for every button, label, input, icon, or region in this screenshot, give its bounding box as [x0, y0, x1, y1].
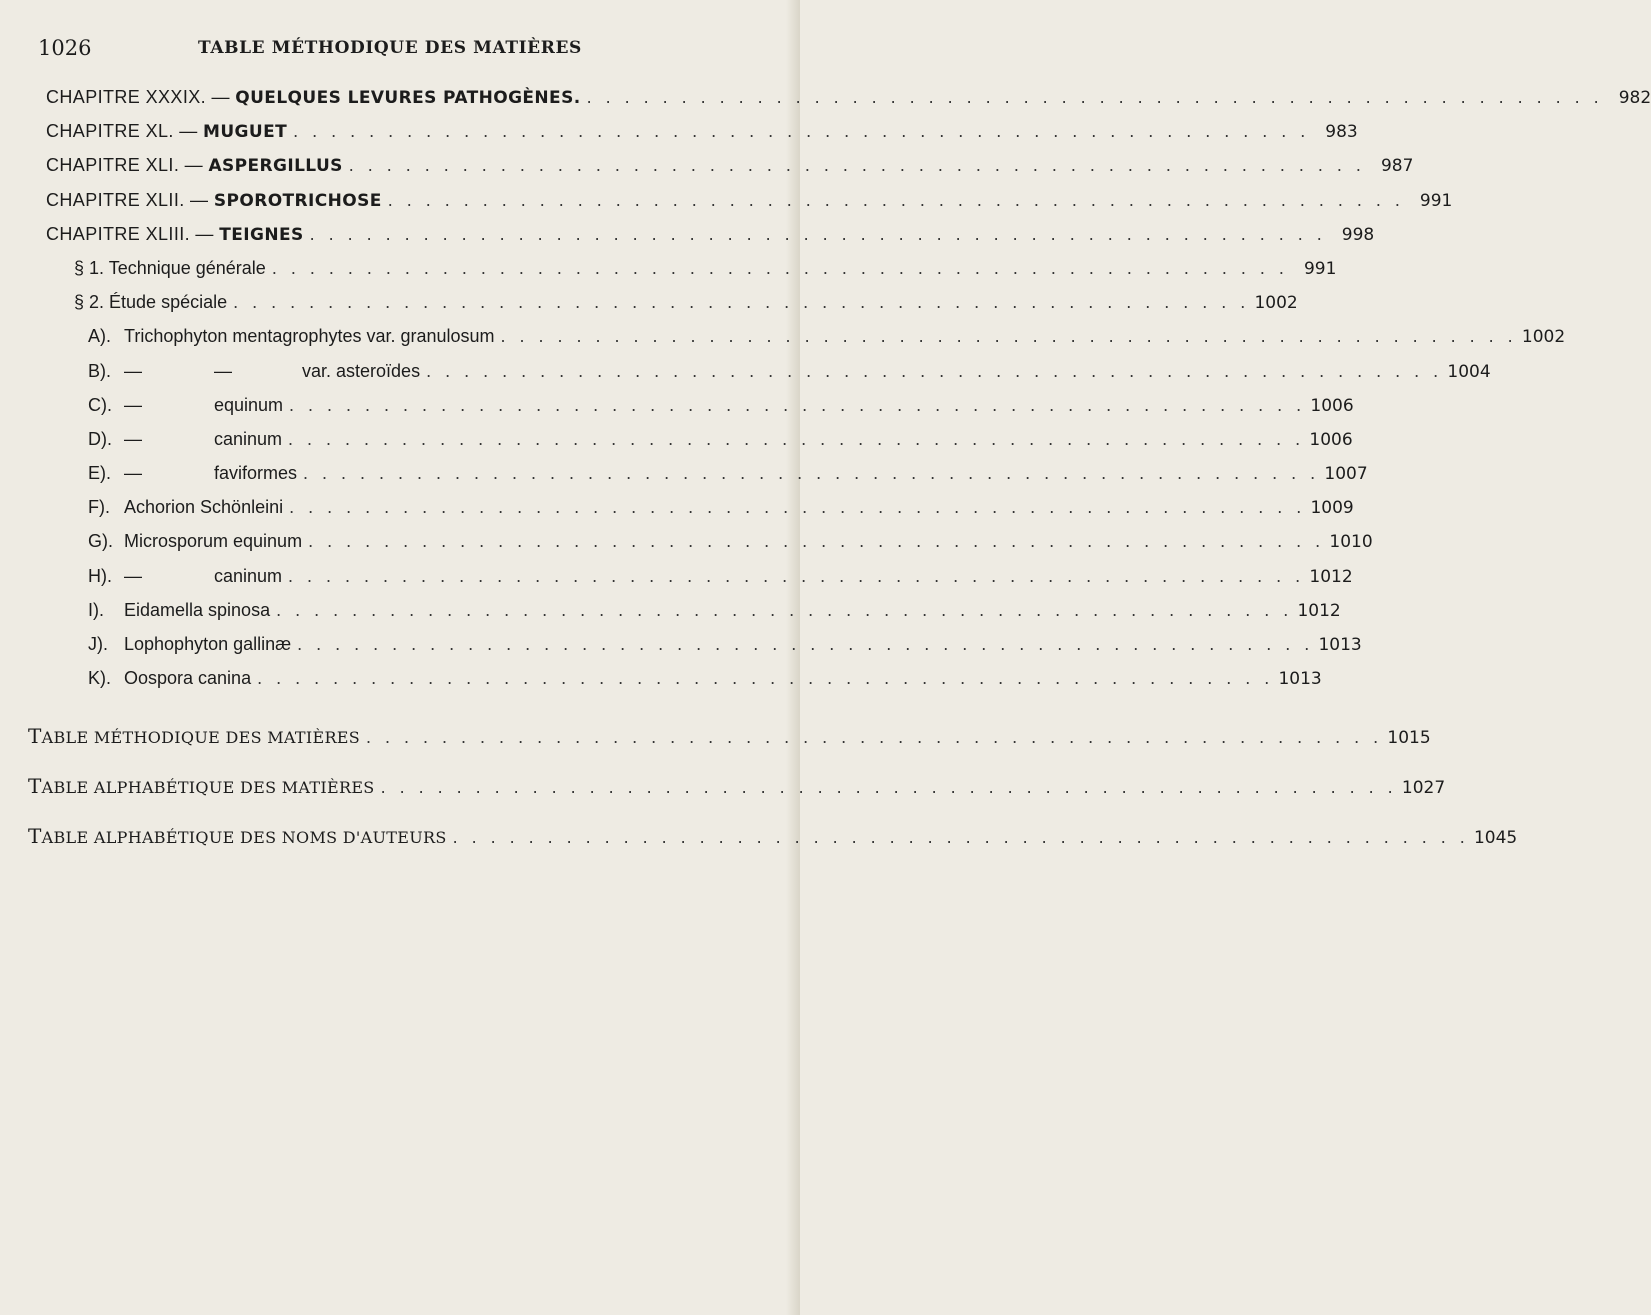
ditto-mark: — — [124, 463, 142, 484]
appendix-table-label — [28, 761, 375, 813]
small-caps-rest: ABLE ALPHABÉTIQUE DES NOMS D'AUTEURS — [41, 828, 447, 848]
section-page: 1002 — [1254, 293, 1298, 314]
dot-leader: . . . . . . . . . . . . . . . . . . . . . . . . . . . . . . . . . . . . . . . . . . . . . . . . . . . . . . — [303, 463, 1320, 484]
subsection-letter: J). — [88, 634, 108, 654]
chapter-entry — [46, 217, 1375, 251]
subsection-entry — [46, 354, 1491, 388]
section-page: 991 — [1303, 258, 1337, 279]
dot-leader: . . . . . . . . . . . . . . . . . . . . . . . . . . . . . . . . . . . . . . . . . . . . . . . . . . . . . . — [426, 360, 1443, 381]
appendix-table-page: 1027 — [1401, 778, 1446, 799]
subsection-entry — [46, 559, 1353, 593]
appendix-table-entry — [28, 811, 1518, 861]
ditto-mark: — — [124, 428, 142, 449]
chapter-label — [46, 80, 581, 115]
subsection-label — [88, 422, 282, 456]
dot-leader: . . . . . . . . . . . . . . . . . . . . . . . . . . . . . . . . . . . . . . . . . . . . . . . . . . . . . . — [366, 727, 1383, 748]
subsection-letter: H). — [88, 565, 112, 586]
subsection-page: 1006 — [1309, 429, 1353, 450]
subsection-label — [88, 490, 283, 524]
subsection-letter: A). — [88, 326, 112, 347]
dot-leader: . . . . . . . . . . . . . . . . . . . . . . . . . . . . . . . . . . . . . . . . . . . . . . . . . . . . . . — [276, 599, 1293, 620]
subsection-letter: G). — [88, 531, 113, 552]
chapter-prefix: CHAPITRE XLIII. — — [46, 223, 220, 244]
appendix-table-entry — [28, 761, 1446, 811]
small-caps-rest: ABLE MÉTHODIQUE DES MATIÈRES — [41, 728, 361, 748]
appendix-table-label — [28, 711, 360, 763]
dot-leader: . . . . . . . . . . . . . . . . . . . . . . . . . . . . . . . . . . . . . . . . . . . . . . . . . . . . . . — [289, 497, 1306, 518]
chapter-label — [46, 114, 287, 149]
section-label: § 1. Technique générale — [74, 257, 266, 278]
dot-leader: . . . . . . . . . . . . . . . . . . . . . . . . . . . . . . . . . . . . . . . . . . . . . . . . . . . . . . — [233, 292, 1250, 313]
subsection-entry — [46, 661, 1322, 695]
subsection-label — [88, 354, 420, 388]
dot-leader: . . . . . . . . . . . . . . . . . . . . . . . . . . . . . . . . . . . . . . . . . . . . . . . . . . . . . . — [500, 326, 1518, 347]
subsection-text: equinum — [214, 394, 284, 415]
subsection-text: Trichophyton mentagrophytes var. granulosum — [124, 326, 495, 347]
subsection-entry — [46, 388, 1354, 422]
dot-leader: . . . . . . . . . . . . . . . . . . . . . . . . . . . . . . . . . . . . . . . . . . . . . . . . . . . . . . — [308, 531, 1325, 552]
subsection-label — [88, 319, 495, 353]
subsection-label — [88, 456, 297, 490]
subsection-text: Oospora canina — [124, 668, 252, 689]
chapter-entry — [46, 148, 1414, 182]
subsection-letter: I). — [88, 599, 104, 620]
small-caps-initial: T — [28, 724, 42, 749]
subsection-text: caninum — [214, 428, 283, 449]
chapter-label — [46, 217, 304, 252]
running-title: TABLE MÉTHODIQUE DES MATIÈRES — [198, 38, 582, 58]
subsection-text: Eidamella spinosa — [124, 599, 271, 620]
table-of-contents — [28, 80, 1651, 861]
subsection-entry — [46, 593, 1341, 627]
dot-leader: . . . . . . . . . . . . . . . . . . . . . . . . . . . . . . . . . . . . . . . . . . . . . . . . . . . . . . — [387, 189, 1405, 210]
subsection-text: Lophophyton gallinæ — [124, 634, 292, 654]
subsection-label — [88, 627, 291, 661]
chapter-title: TEIGNES — [219, 224, 304, 245]
dot-leader: . . . . . . . . . . . . . . . . . . . . . . . . . . . . . . . . . . . . . . . . . . . . . . . . . . . . . . — [380, 777, 1398, 798]
appendix-table-page: 1015 — [1387, 728, 1431, 749]
subsection-entry — [46, 524, 1373, 558]
subsection-letter: B). — [88, 360, 112, 381]
chapter-prefix: CHAPITRE XXXIX. — — [46, 87, 236, 107]
subsection-page: 1007 — [1324, 464, 1368, 485]
dot-leader: . . . . . . . . . . . . . . . . . . . . . . . . . . . . . . . . . . . . . . . . . . . . . . . . . . . . . . — [293, 121, 1310, 142]
subsection-entry — [46, 319, 1566, 353]
dot-leader: . . . . . . . . . . . . . . . . . . . . . . . . . . . . . . . . . . . . . . . . . . . . . . . . . . . . . . — [452, 827, 1470, 848]
subsection-entry — [46, 627, 1362, 661]
chapter-label — [46, 148, 343, 183]
subsection-letter: C). — [88, 394, 112, 415]
subsection-letter: D). — [88, 428, 112, 449]
subsection-letter: F). — [88, 497, 110, 518]
subsection-page: 1002 — [1521, 327, 1566, 348]
subsection-entry — [46, 456, 1368, 490]
subsection-text: caninum — [214, 565, 283, 586]
page-number: 1026 — [38, 36, 92, 60]
chapter-entry — [46, 183, 1453, 217]
dot-leader: . . . . . . . . . . . . . . . . . . . . . . . . . . . . . . . . . . . . . . . . . . . . . . . . . . . . . . — [289, 394, 1306, 415]
dot-leader: . . . . . . . . . . . . . . . . . . . . . . . . . . . . . . . . . . . . . . . . . . . . . . . . . . . . . . — [288, 565, 1305, 586]
subsection-page: 1004 — [1447, 361, 1491, 382]
subsection-text: faviformes — [214, 463, 298, 484]
dot-leader: . . . . . . . . . . . . . . . . . . . . . . . . . . . . . . . . . . . . . . . . . . . . . . . . . . . . . . — [288, 428, 1305, 449]
chapter-prefix: CHAPITRE XL. — — [46, 121, 204, 142]
dot-leader: . . . . . . . . . . . . . . . . . . . . . . . . . . . . . . . . . . . . . . . . . . . . . . . . . . . . . . — [309, 223, 1327, 244]
subsection-page: 1010 — [1329, 532, 1373, 553]
page-header — [38, 36, 748, 70]
ditto-mark: — — [214, 360, 232, 381]
subsection-page: 1009 — [1310, 498, 1354, 519]
dot-leader: . . . . . . . . . . . . . . . . . . . . . . . . . . . . . . . . . . . . . . . . . . . . . . . . . . . . . . — [348, 155, 1366, 176]
chapter-page: 987 — [1380, 156, 1414, 177]
chapter-title: QUELQUES LEVURES PATHOGÈNES. — [235, 88, 581, 108]
ditto-mark: — — [124, 360, 142, 381]
ditto-mark: — — [124, 394, 142, 415]
subsection-text: var. asteroïdes — [302, 360, 421, 381]
subsection-page: 1013 — [1278, 669, 1322, 690]
subsection-letter: E). — [88, 463, 112, 484]
chapter-title: MUGUET — [203, 122, 288, 143]
subsection-text: Achorion Schönleini — [124, 497, 284, 518]
chapter-page: 991 — [1419, 190, 1453, 211]
subsection-page: 1013 — [1318, 635, 1362, 655]
dot-leader: . . . . . . . . . . . . . . . . . . . . . . . . . . . . . . . . . . . . . . . . . . . . . . . . . . . . . . — [586, 87, 1604, 107]
spacer — [46, 695, 760, 711]
section-entry — [46, 285, 1298, 319]
section-entry — [46, 251, 1337, 285]
dot-leader: . . . . . . . . . . . . . . . . . . . . . . . . . . . . . . . . . . . . . . . . . . . . . . . . . . . . . . — [257, 668, 1274, 689]
subsection-label — [88, 524, 302, 558]
chapter-page: 998 — [1341, 224, 1375, 245]
appendix-table-label — [28, 811, 447, 863]
subsection-label — [88, 388, 283, 422]
dot-leader: . . . . . . . . . . . . . . . . . . . . . . . . . . . . . . . . . . . . . . . . . . . . . . . . . . . . . . — [297, 634, 1314, 654]
small-caps-initial: T — [28, 824, 42, 849]
small-caps-rest: ABLE ALPHABÉTIQUE DES MATIÈRES — [41, 778, 375, 798]
chapter-page: 982 — [1618, 88, 1651, 108]
chapter-title: SPOROTRICHOSE — [213, 190, 382, 211]
chapter-title: ASPERGILLUS — [208, 156, 343, 177]
chapter-prefix: CHAPITRE XLI. — — [46, 155, 209, 176]
subsection-letter: K). — [88, 668, 112, 689]
subsection-entry — [46, 422, 1353, 456]
subsection-page: 1012 — [1297, 600, 1341, 621]
chapter-entry — [46, 114, 1358, 148]
small-caps-initial: T — [28, 774, 42, 799]
dot-leader: . . . . . . . . . . . . . . . . . . . . . . . . . . . . . . . . . . . . . . . . . . . . . . . . . . . . . . — [271, 257, 1289, 278]
subsection-label — [88, 661, 251, 695]
section-label: § 2. Étude spéciale — [74, 292, 228, 313]
subsection-label — [88, 559, 282, 593]
chapter-entry — [46, 80, 1651, 114]
subsection-page: 1012 — [1309, 566, 1353, 587]
chapter-page: 983 — [1325, 122, 1358, 143]
chapter-label — [46, 183, 382, 218]
appendix-table-page: 1045 — [1473, 828, 1518, 849]
subsection-text: Microsporum equinum — [124, 531, 303, 552]
subsection-label — [88, 593, 270, 627]
subsection-page: 1006 — [1310, 395, 1354, 416]
appendix-table-entry — [28, 711, 1431, 761]
ditto-mark: — — [124, 565, 142, 586]
subsection-entry — [46, 490, 1354, 524]
chapter-prefix: CHAPITRE XLII. — — [46, 189, 214, 210]
